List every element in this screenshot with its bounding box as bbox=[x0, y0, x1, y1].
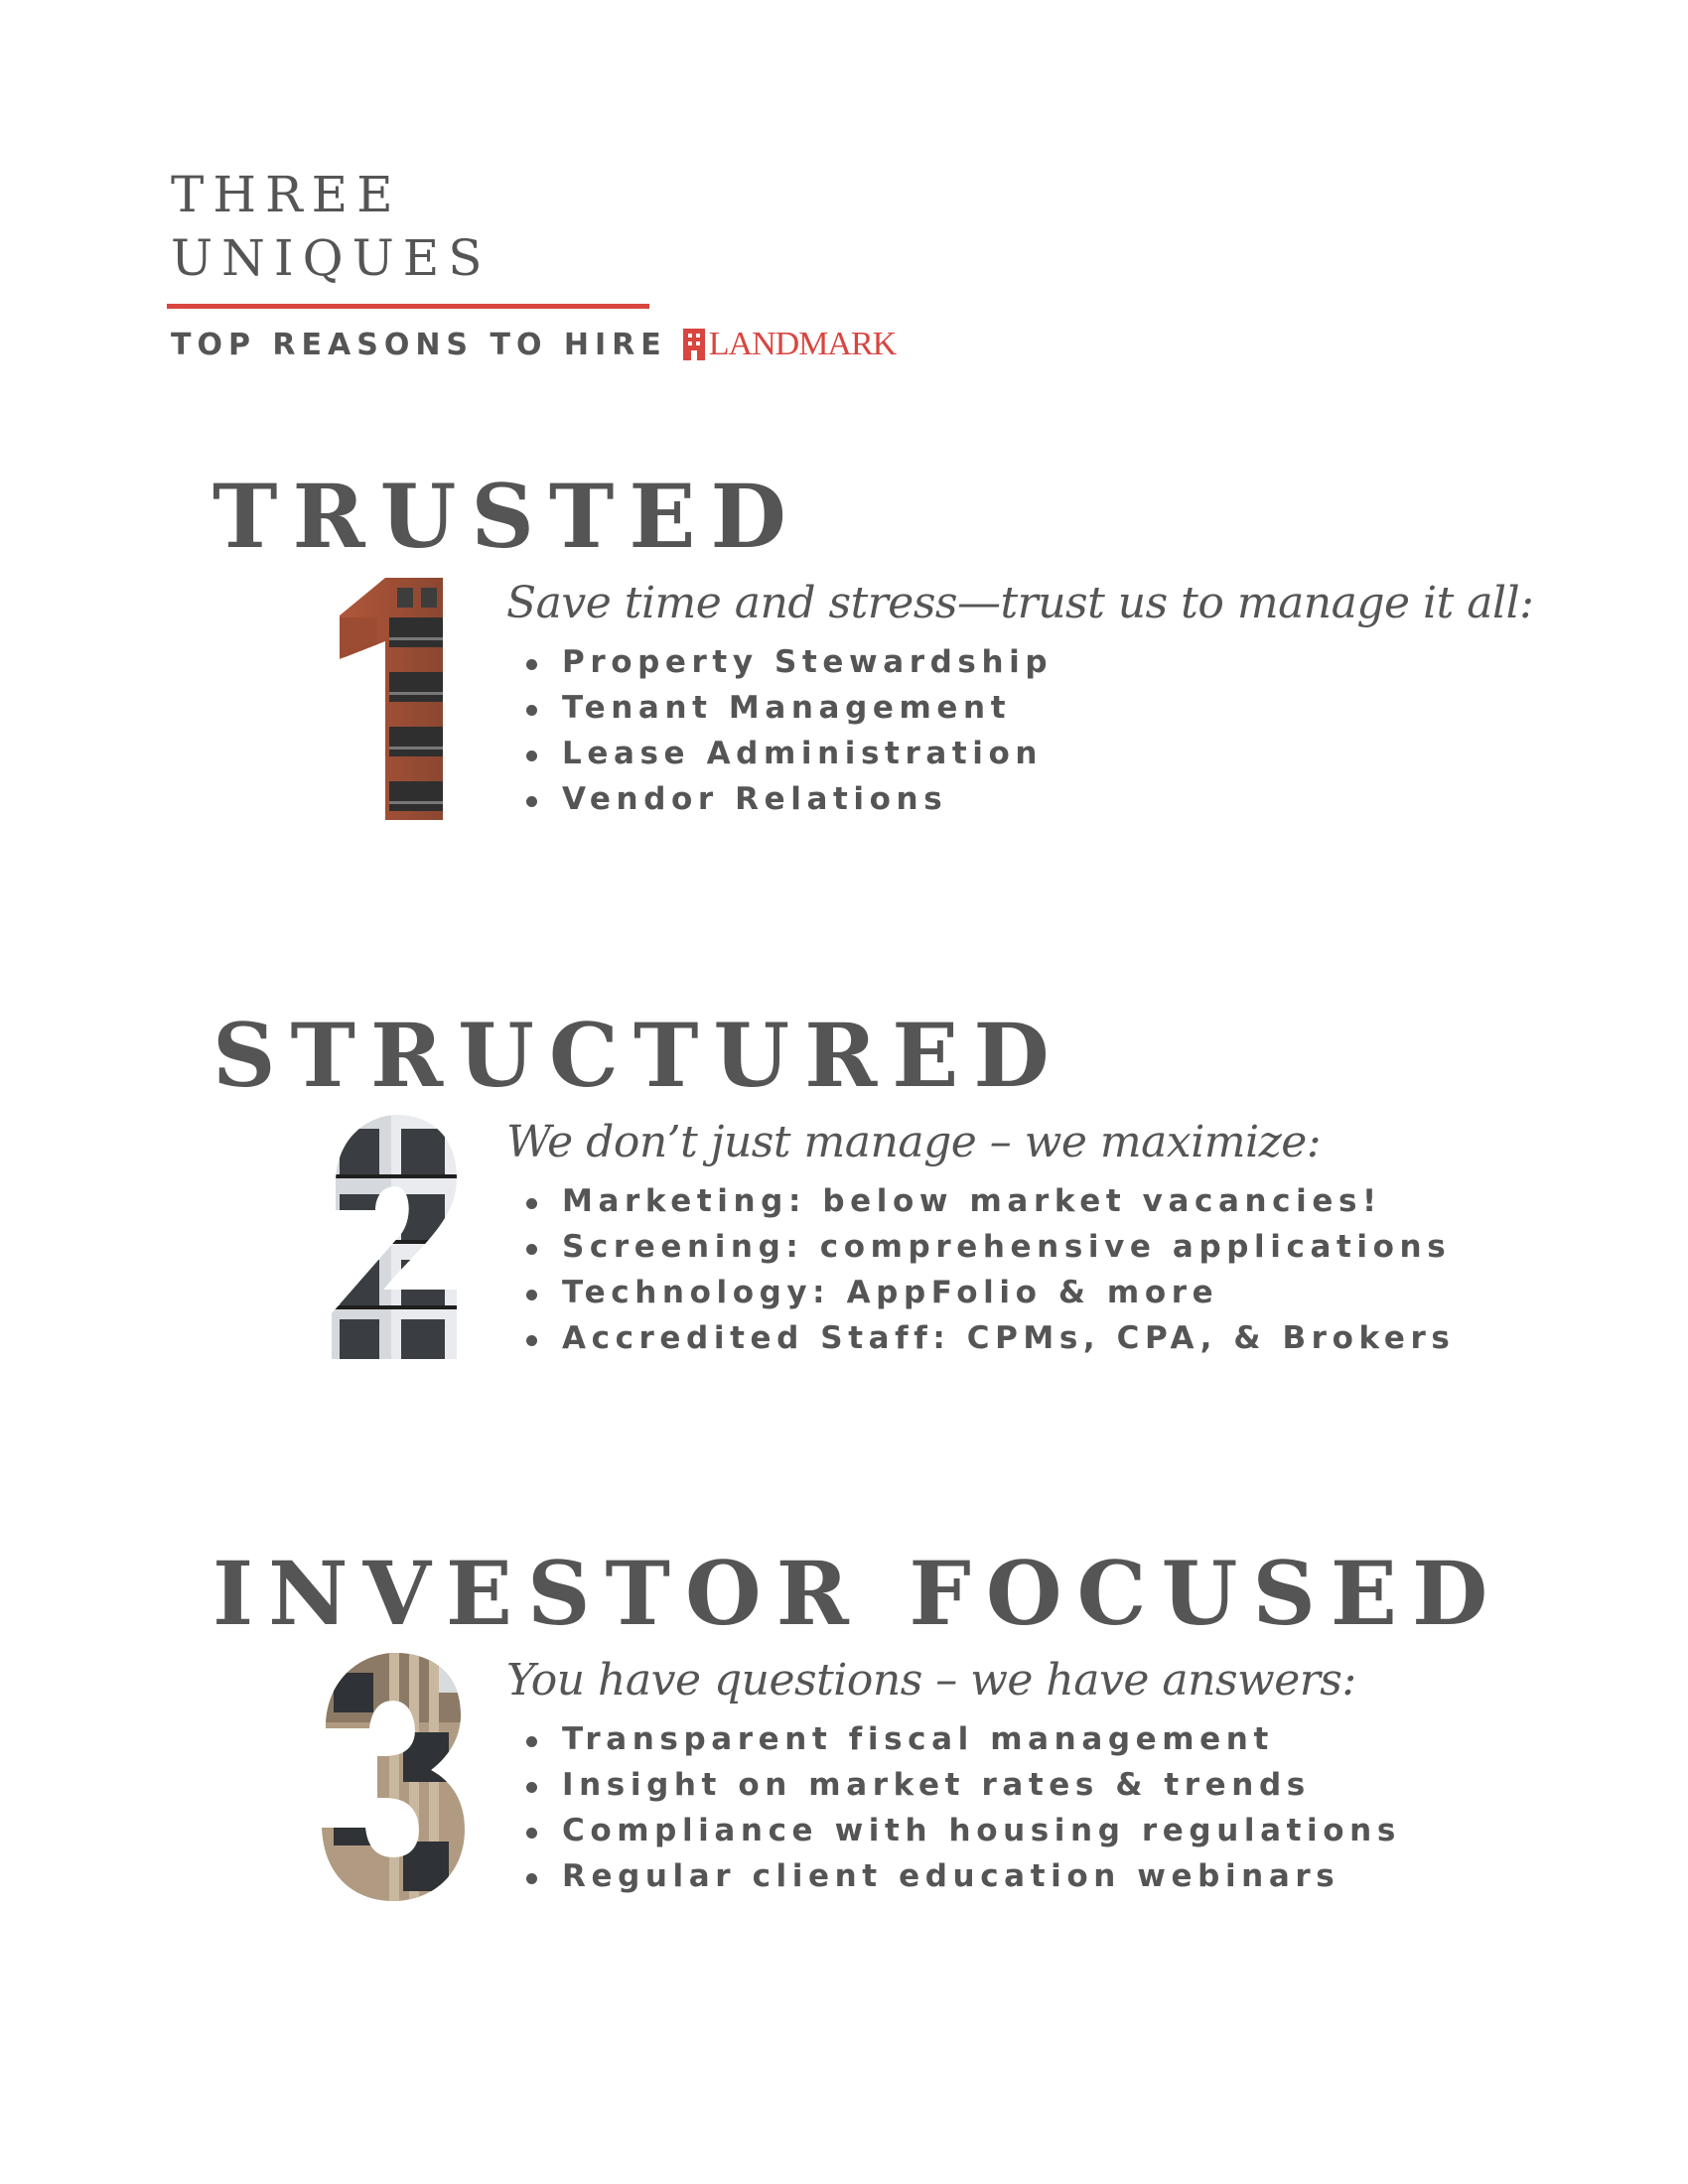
section-heading: TRUSTED bbox=[212, 465, 801, 568]
landmark-logo bbox=[681, 326, 896, 363]
numeral-three-building-icon bbox=[320, 1653, 469, 1901]
list-item: Regular client education webinars bbox=[526, 1853, 1401, 1899]
bullet-list bbox=[526, 1178, 1455, 1361]
section-lead: Save time and stress—trust us to manage it all: bbox=[506, 578, 1534, 628]
section-lead: We don’t just manage – we maximize: bbox=[506, 1117, 1322, 1167]
list-item: Vendor Relations bbox=[526, 776, 1053, 822]
title-line-2: UNIQUES bbox=[171, 229, 492, 287]
numeral-one-building-icon bbox=[338, 578, 447, 826]
section-heading: STRUCTURED bbox=[212, 1004, 1064, 1107]
list-item: Lease Administration bbox=[526, 731, 1053, 776]
list-item: Technology: AppFolio & more bbox=[526, 1270, 1455, 1315]
bullet-list bbox=[526, 1716, 1401, 1899]
section-heading: INVESTOR FOCUSED bbox=[212, 1542, 1503, 1645]
building-logo-icon bbox=[681, 327, 707, 362]
page-title bbox=[171, 163, 492, 290]
list-item: Transparent fiscal management bbox=[526, 1716, 1401, 1762]
numeral-two-building-icon bbox=[332, 1115, 461, 1363]
bullet-list bbox=[526, 639, 1053, 822]
brand-name: LANDMARK bbox=[708, 326, 897, 362]
list-item: Compliance with housing regulations bbox=[526, 1808, 1401, 1853]
tagline-text: TOP REASONS TO HIRE bbox=[171, 327, 667, 362]
title-line-1: THREE bbox=[171, 166, 402, 223]
list-item: Insight on market rates & trends bbox=[526, 1762, 1401, 1808]
list-item: Accredited Staff: CPMs, CPA, & Brokers bbox=[526, 1315, 1455, 1361]
title-underline bbox=[167, 304, 649, 309]
list-item: Property Stewardship bbox=[526, 639, 1053, 685]
section-lead: You have questions – we have answers: bbox=[506, 1655, 1356, 1706]
list-item: Tenant Management bbox=[526, 685, 1053, 731]
list-item: Marketing: below market vacancies! bbox=[526, 1178, 1455, 1224]
list-item: Screening: comprehensive applications bbox=[526, 1224, 1455, 1270]
tagline bbox=[171, 326, 896, 363]
